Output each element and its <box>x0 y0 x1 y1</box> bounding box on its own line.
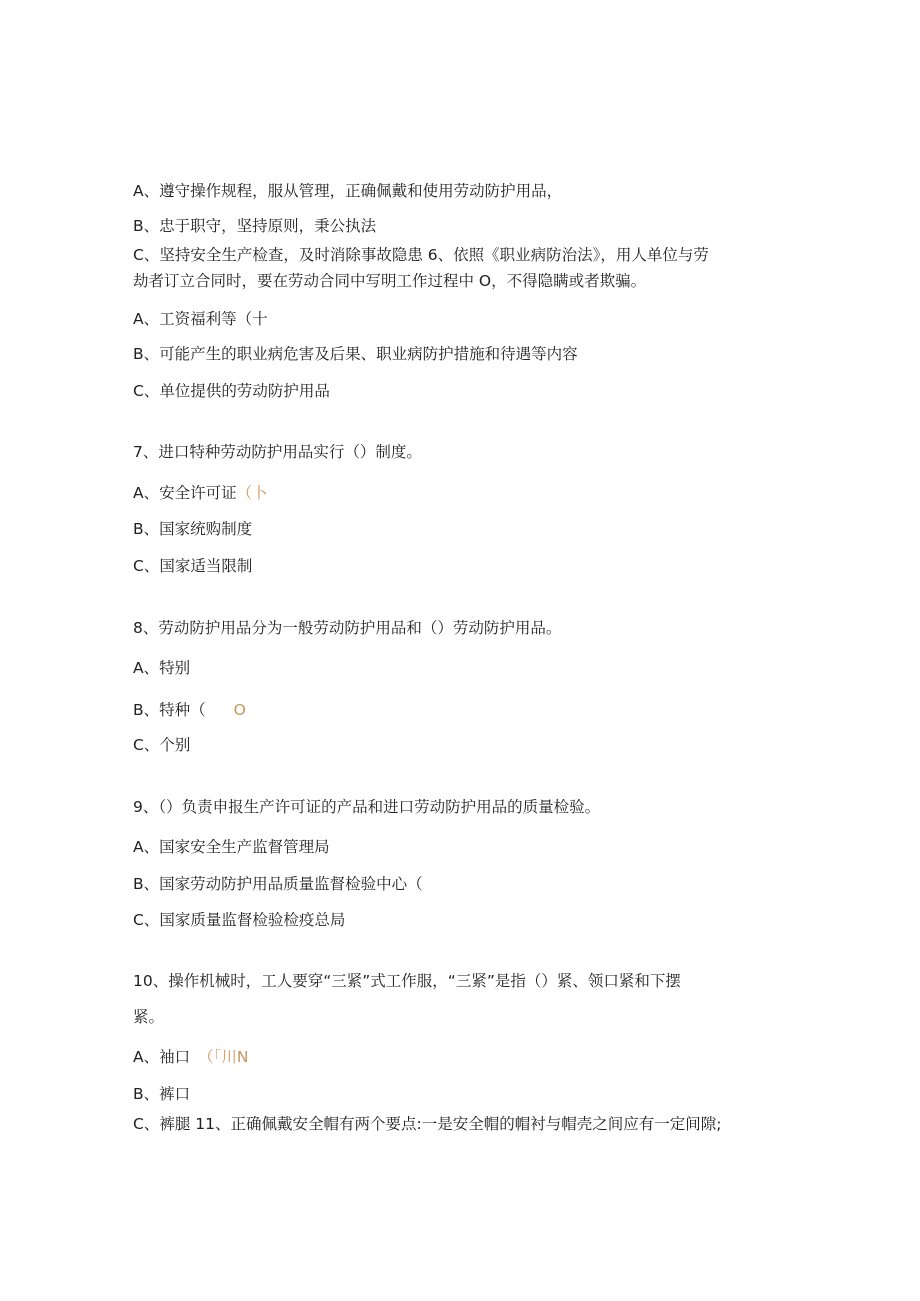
q7-option-c: C、国家适当限制 <box>133 557 253 575</box>
answer-mark: O <box>233 701 246 719</box>
q6-option-c: C、单位提供的劳动防护用品 <box>133 382 330 400</box>
q10-option-c-q11-stem: C、裤腿 11、正确佩戴安全帽有两个要点:一是安全帽的帽衬与帽壳之间应有一定间隙; <box>133 1115 722 1133</box>
q7-stem: 7、进口特种劳动防护用品实行（）制度。 <box>133 443 422 461</box>
q9-stem: 9、（）负责申报生产许可证的产品和进口劳动防护用品的质量检验。 <box>133 798 601 816</box>
q10-option-b: B、裤口 <box>133 1085 191 1103</box>
q5-option-a: A、遵守操作规程，服从管理，正确佩戴和使用劳动防护用品， <box>133 182 563 200</box>
q10-option-a <box>133 1047 248 1067</box>
q6-option-b: B、可能产生的职业病危害及后果、职业病防护措施和待遇等内容 <box>133 345 578 363</box>
q9-option-a: A、国家安全生产监督管理局 <box>133 838 330 856</box>
answer-mark: （卜 <box>236 484 268 502</box>
q8-option-b-text: B、特种（ <box>133 701 206 719</box>
q9-option-c: C、国家质量监督检验检疫总局 <box>133 911 346 929</box>
q8-option-c: C、个别 <box>133 736 191 754</box>
q6-stem-cont: 劫者订立合同时，要在劳动合同中写明工作过程中 O，不得隐瞒或者欺骗。 <box>133 272 647 290</box>
q5-option-b: B、忠于职守，坚持原则，秉公执法 <box>133 217 377 235</box>
q7-option-a <box>133 483 268 503</box>
q7-option-b: B、国家统购制度 <box>133 520 253 538</box>
q10-stem: 10、操作机械时，工人要穿“三紧”式工作服，“三紧”是指（）紧、领口紧和下摆 <box>133 972 681 990</box>
q8-stem: 8、劳动防护用品分为一般劳动防护用品和（）劳动防护用品。 <box>133 619 562 637</box>
q10-stem-cont: 紧。 <box>133 1008 165 1026</box>
q6-option-a: A、工资福利等（十 <box>133 310 268 328</box>
q9-option-b: B、国家劳动防护用品质量监督检验中心（ <box>133 875 423 893</box>
q10-option-a-text: A、袖口 <box>133 1048 191 1066</box>
q7-option-a-text: A、安全许可证 <box>133 484 237 502</box>
q8-option-b <box>133 700 246 720</box>
q5-option-c-q6-stem: C、坚持安全生产检查，及时消除事故隐患 6、依照《职业病防治法》，用人单位与劳 <box>133 246 709 264</box>
q8-option-a: A、特别 <box>133 659 191 677</box>
answer-mark: （「川N <box>198 1048 249 1066</box>
